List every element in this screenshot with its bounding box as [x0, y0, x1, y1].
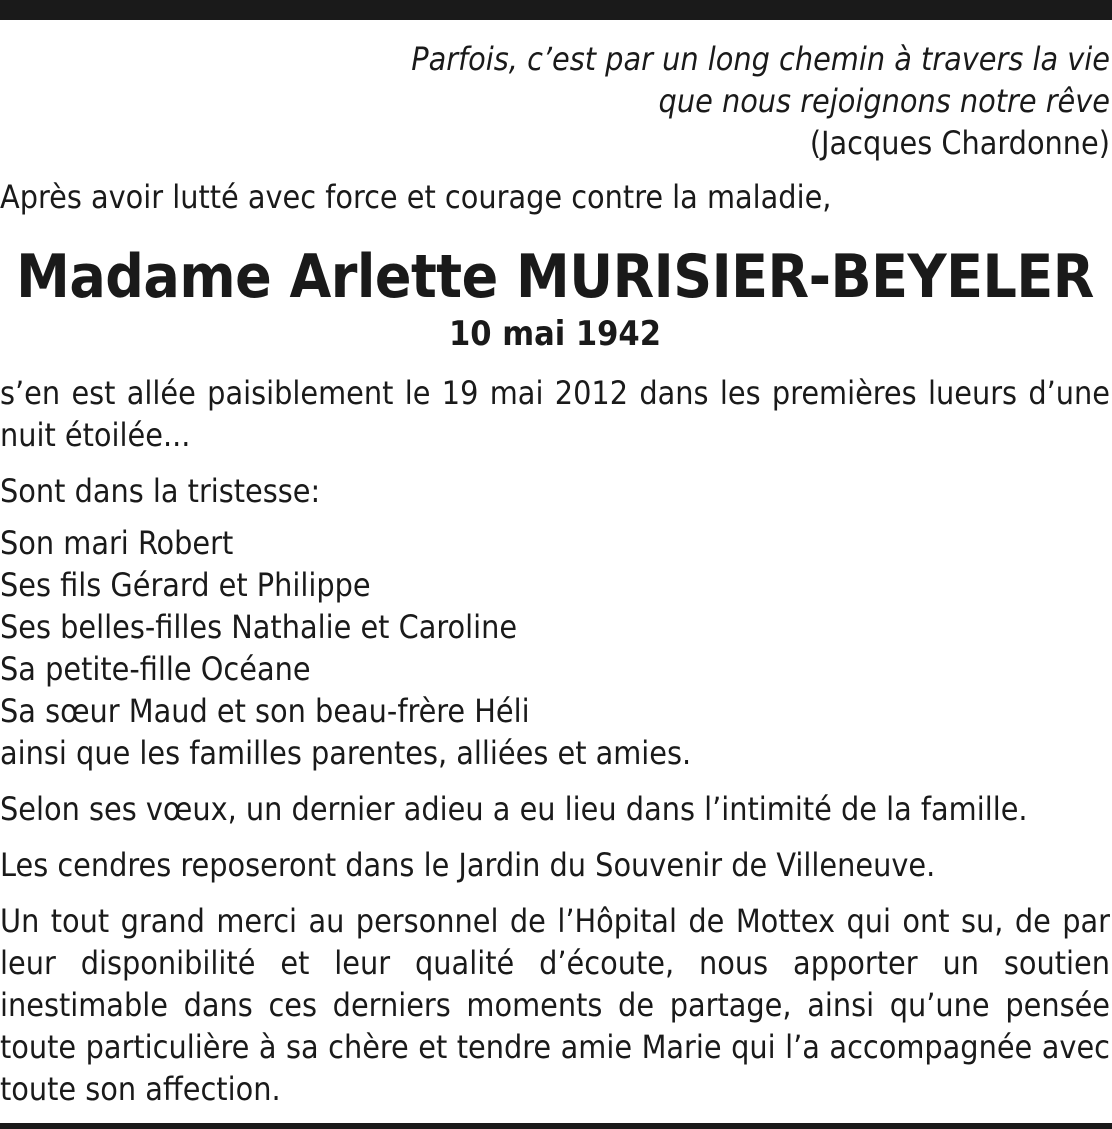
mourner-line: Son mari Robert: [0, 524, 234, 562]
epigraph-line-2: que nous rejoignons notre rêve: [658, 82, 1110, 120]
mourner-line: Sa sœur Maud et son beau-frère Héli: [0, 692, 530, 730]
mourners-heading: Sont dans la tristesse:: [0, 472, 321, 510]
mourner-line: Ses fils Gérard et Philippe: [0, 566, 371, 604]
thanks-text: Un tout grand merci au personnel de l’Hôpital de Mottex qui ont su, de par leur disponibilité et leur qualité d’écoute, nous apporter un soutien inestimable dans ces derniers moments de partage, ainsi qu’une pensée toute particulière à sa chère et tendre amie Marie qui l’a accompagnée avec toute son affection.: [0, 902, 1110, 1108]
mourners-list: [0, 522, 1110, 774]
ashes-text: Les cendres reposeront dans le Jardin du Souvenir de Villeneuve.: [0, 846, 936, 884]
epigraph: [0, 38, 1110, 164]
deceased-name: Madame Arlette MURISIER-BEYELER: [16, 242, 1094, 312]
passing-text: s’en est allée paisiblement le 19 mai 2012 dans les premières lueurs d’une nuit étoilée...: [0, 374, 1110, 454]
bottom-rule: [0, 1123, 1112, 1129]
birth-date: 10 mai 1942: [449, 314, 661, 354]
mourner-line: Ses belles-filles Nathalie et Caroline: [0, 608, 518, 646]
mourner-line: ainsi que les familles parentes, alliées et amies.: [0, 734, 692, 772]
epigraph-author: (Jacques Chardonne): [809, 124, 1110, 162]
mourner-line: Sa petite-fille Océane: [0, 650, 311, 688]
epigraph-line-1: Parfois, c’est par un long chemin à travers la vie: [411, 40, 1110, 78]
farewell-text: Selon ses vœux, un dernier adieu a eu lieu dans l’intimité de la famille.: [0, 790, 1028, 828]
top-rule: [0, 0, 1112, 20]
obituary-notice: [0, 38, 1110, 1110]
intro-text: Après avoir lutté avec force et courage contre la maladie,: [0, 178, 832, 216]
